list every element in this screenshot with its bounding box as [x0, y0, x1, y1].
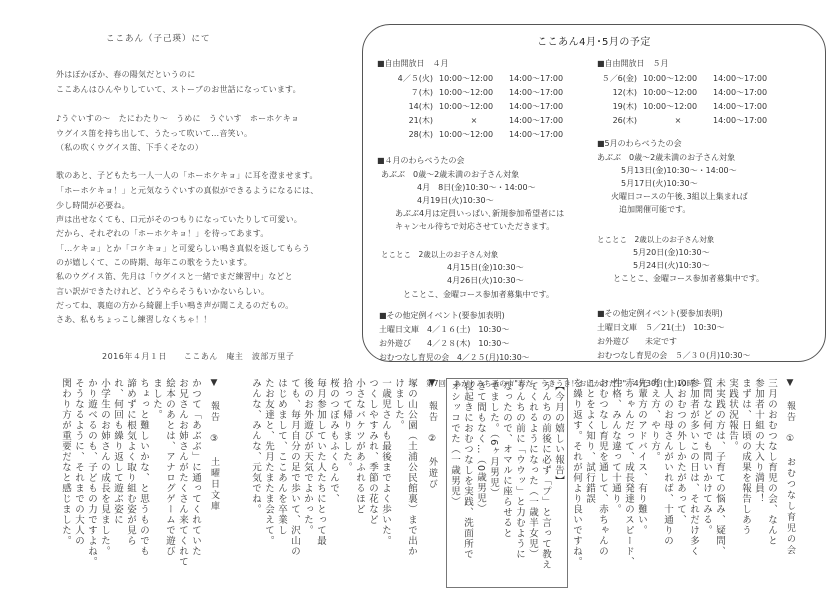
report-3-heading: ▼ 報告 ③ 土曜日文庫	[209, 378, 219, 512]
letter-line: 少し時間が必要ね。	[56, 201, 130, 210]
schedule-title: ここあん4月･5月の予定	[537, 37, 651, 48]
may-tokotoko-line: とことこ、金曜コース参加者募集中です。	[613, 274, 764, 283]
may-event-row: お外遊び 未定です	[597, 337, 677, 346]
may-warabe-line: 追加開催可能です。	[619, 205, 691, 214]
april-event-row: おむつなし育児の会 4／２５(月)10:30〜	[379, 353, 530, 362]
april-events-heading: ■その他定例イベント(要参加表明)	[379, 311, 505, 320]
may-warabe-heading: ■5月のわらべうたの会	[597, 139, 682, 148]
may-event-row: 土曜日文庫 ５／21(土) 10:30〜	[597, 323, 725, 332]
april-event-row: お外遊び 4／２８(木) 10:30〜	[379, 339, 510, 348]
april-tokotoko-line: とことこ 2歳以上のお子さん対象	[381, 250, 499, 259]
may-tokotoko-line: 5月24日(火)10:30〜	[633, 261, 710, 270]
april-open-row: 4／５(火) 10:00〜12:00 14:00〜17:00	[397, 74, 564, 83]
may-open-heading: ■自由開放日 ５月	[597, 59, 669, 68]
may-events-heading: ■その他定例イベント(要参加表明)	[597, 309, 723, 318]
may-open-row: 19(木) 10:00〜12:00 14:00〜17:00	[612, 102, 768, 111]
may-open-row: ５／6(金) 10:00〜12:00 14:00〜17:00	[601, 74, 768, 83]
flea-market-notice: 第7回 あがりみち蚤の市"春だ、うきうき！お出かけだ!!" 4月30日(土)10時〜	[426, 379, 702, 388]
april-tokotoko-line: 4月26日(火)10:30〜	[447, 276, 524, 285]
april-warabe-line: キャンセル待ちで対応させていただきます。	[395, 222, 555, 231]
may-warabe-line: 火曜日コースの午後､3組以上集まれば	[611, 192, 748, 201]
may-warabe-line: あぶぶ 0歳〜2歳未満のお子さん対象	[597, 153, 736, 162]
letter-line: 私のウグイス笛、先月は「ウグイスと一緒でまだ練習中」などと	[56, 272, 293, 281]
report-2-heading: ▼ 報告 ② 外遊び	[427, 378, 437, 490]
april-open-heading: ■自由開放日 ４月	[377, 59, 449, 68]
letter-line: 言い訳ができたけれど、どうやらそうもいかないらしい。	[56, 287, 270, 296]
letter-line: 「…ケキョ」とか「コケキョ」と可愛らしい鳴き真似を返してもらう	[56, 244, 311, 253]
may-event-row: おむつなし育児の会 ５／３０(月)10:30〜	[597, 351, 751, 360]
april-open-row: ７(木) 10:00〜12:00 14:00〜17:00	[410, 88, 564, 97]
april-event-row: 土曜日文庫 4／１６(土) 10:30〜	[379, 325, 510, 334]
letter-line: さあ、私もちょっこし練習しなくちゃ！！	[56, 315, 212, 324]
letter-line: だから、それぞれの「ホーホケキョ！」を待ってあます。	[56, 229, 269, 238]
letter-line: ♪うぐいすの〜 たにわたり〜 うめに うぐいす ホーホケキョ	[56, 114, 300, 123]
letter-line: ウグイス笛を持ち出して、うたって吹いて…音笑い。	[56, 129, 253, 138]
april-warabe-line: あぶぶ 0歳〜2歳未満のお子さん対象	[381, 170, 520, 179]
letter-line: のが嬉しくて、この時期、毎年この歌をうたいます。	[56, 258, 252, 267]
report-2-body: 塚の山公園（土浦公民館裏）まで出か けました。 一歳児さんも最後までよく歩いた。 つくしやすみれ、季節の花など 小さなバケツがあふれるほど 拾って帰りました。 桜のつぼみもふくらんで、 毎月参加していた人たちにとって最 後のお外遊びが天気でよかった。 ても、毎月自分の足で歩いて、沢山の はじめまして、ここあんを卒業し たお友達と、先月たまたま会えて。 みんな、みんな、元気でね。	[250, 378, 417, 557]
schedule-box	[362, 24, 826, 362]
april-warabe-line: 4月 8日(金)10:30〜・14:00〜	[417, 183, 536, 192]
report-3-body: かつて「あぶぶ」に通ってくれていた お兄さんお姉さんがたくさん来てくれて 絵本のあとは、アナログゲームで遊び ました。 ちょっと難しいかな、と思うものでも 諦めずに根気よく取り組む姿が見ら れ、何回も繰り返して遊ぶ姿に 小学生のお姉さんの成長を見ました。 かり遊べるのも、子どもの力ですよね。 そうなるように、それまでの大人の 関わり方が重要だなと感じました。	[60, 378, 201, 567]
april-open-row: 28(木) 10:00〜12:00 14:00〜17:00	[408, 130, 564, 139]
letter-line: だってね、裏庭の方から綺麗上手い鳴き声が聞こえるのだもの。	[56, 301, 294, 310]
report-1-heading: ▼ 報告 ① おむつなし育児の会	[785, 378, 795, 556]
letter-line: （私の吹くウグイス笛、下手くそなの）	[56, 143, 204, 152]
letter-line: 「ホーホケキョ！」と元気なうぐいすの真似ができるようになるには、	[56, 186, 319, 195]
letter-section	[56, 28, 356, 368]
letter-line: 歌のあと、子どもたち一人一人の「ホーホケキョ」に耳を澄ませます。	[56, 171, 318, 180]
april-open-row: 21(木) × 14:00〜17:00	[408, 116, 564, 125]
letter-title: ここあん（子己瑛）にて	[106, 34, 211, 44]
may-open-row: 12(木) 10:00〜12:00 14:00〜17:00	[612, 88, 768, 97]
may-warabe-line: 5月17日(火)10:30〜	[621, 179, 698, 188]
letter-line: ここあんはひんやりしていて、ストーブのお世話になっています。	[56, 85, 301, 94]
april-warabe-line: あぶぶ4月は定員いっぱい､新規参加希望者には	[395, 209, 565, 218]
letter-line: 外はぽかぽか、春の陽気だというのに	[56, 70, 196, 79]
report-2-sub-box: 【今月の嬉しい報告】 うんちの前後に必ず「プ」と言って教え てくれるようになった（一歳半女児） うんちの前に「ウウッ」と力むように なったので、オマルに座らせると でました。（6ヶ月男児） きて間もなく…（0歳男児） 寝起きにおむつなしを実践、洗面所で オシッコでた（一歳男児）	[446, 378, 568, 588]
letter-line: 声は出せなくても、口元がそのつもりになっていたりして可愛い。	[56, 215, 302, 224]
may-tokotoko-line: とことこ 2歳以上のお子さん対象	[597, 235, 715, 244]
may-tokotoko-line: 5月20日(金)10:30〜	[633, 248, 710, 257]
report-1-body: 三月のおむつなし育児の会、なんと 参加者十組の大入り満員！ まずは、日頃の成果を報告しあう 実践状況報告。 未実践の方は、子育ての悩み、疑問、 質問など何でも問いかけてみる。 参加者が多いこの日は、それだけ多く のおむつの外しかたがあって、 十人のお母さんがいれば、十通りの 考え方、やり方。 先輩方のアドバイス、有り難い。 赤ちゃんだって、成長発達のスピード、 性格、みんな違って十通り。 おむつなし育児を通して、赤ちゃんの ことをよく知り、試行錯誤 を繰り返す。それが何より良いですね。	[571, 378, 777, 567]
april-warabe-heading: ■４月のわらべうたの会	[377, 156, 465, 165]
april-tokotoko-line: とことこ、金曜コース参加者募集中です。	[403, 290, 554, 299]
may-warabe-line: 5月13日(金)10:30〜・14:00〜	[621, 166, 737, 175]
may-open-row: 26(木) × 14:00〜17:00	[612, 116, 768, 125]
april-open-row: 14(木) 10:00〜12:00 14:00〜17:00	[408, 102, 564, 111]
april-tokotoko-line: 4月15日(金)10:30〜	[447, 263, 524, 272]
april-warabe-line: 4月19日(火)10:30〜	[417, 196, 494, 205]
letter-signature: 2016年４月１日 ここあん 庵主 波部万里子	[102, 352, 295, 361]
